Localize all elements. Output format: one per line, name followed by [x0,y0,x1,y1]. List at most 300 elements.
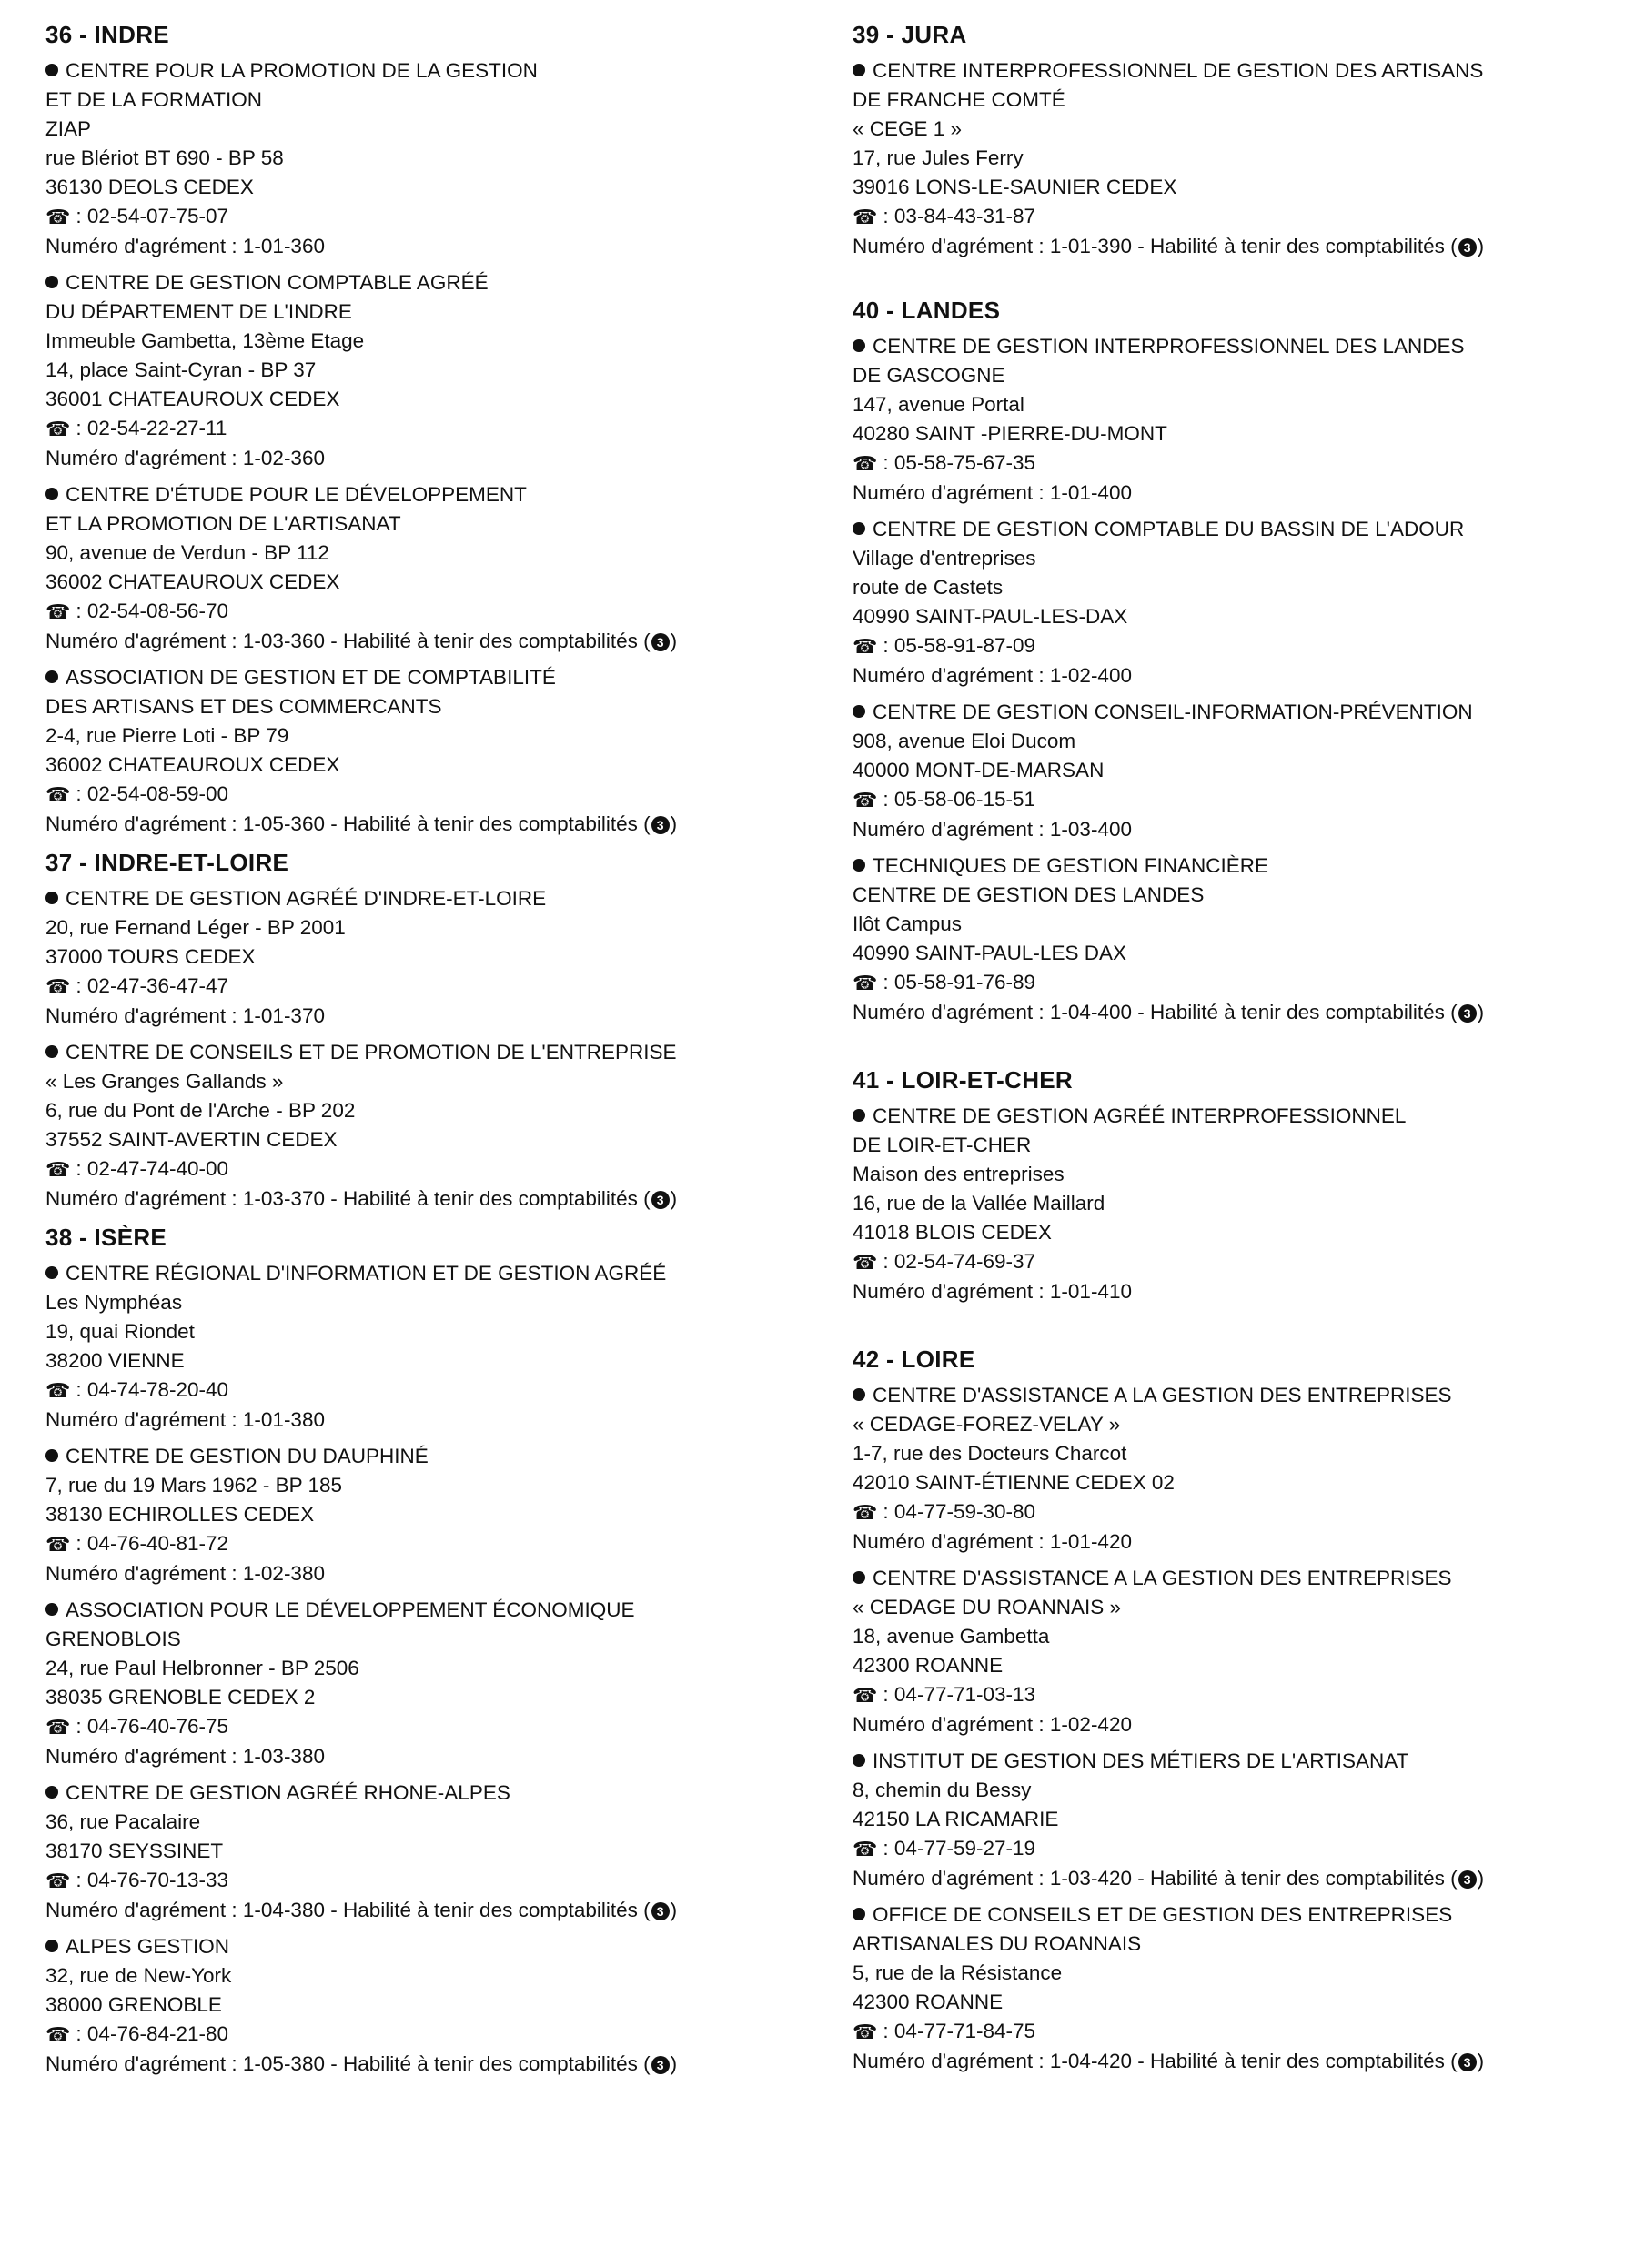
bullet-icon [45,488,58,500]
bullet-icon [45,1449,58,1462]
address-line [853,544,1635,573]
bullet-icon [853,1754,865,1767]
agrement-label: Numéro d'agrément : [853,235,1050,257]
address-text: 36, rue Pacalaire [45,1810,201,1833]
phone-prefix: : [883,1250,894,1273]
bullet-icon [853,1571,865,1584]
phone-number: 04-77-59-27-19 [893,1837,1036,1860]
center-name: CENTRE DE GESTION CONSEIL-INFORMATION-PRÉVENTION [873,701,1473,723]
address-text: Ilôt Campus [853,912,963,935]
phone-icon: ☎ [853,206,878,228]
agrement-number: 1-03-360 [242,630,325,652]
agrement-line [45,232,828,261]
phone-line [45,1712,828,1742]
habilite-close: ) [1477,1001,1485,1023]
agrement-line [853,661,1635,690]
center-name: CENTRE DE CONSEILS ET DE PROMOTION DE L'ENTREPRISE [66,1041,677,1063]
phone-icon: ☎ [45,206,71,228]
phone-prefix: : [76,600,87,622]
phone-prefix: : [76,1157,87,1180]
phone-number: 02-54-74-69-37 [893,1250,1036,1273]
left-column [45,20,828,2086]
bullet-icon [45,670,58,683]
center-name: CENTRE DE GESTION INTERPROFESSIONNEL DES LANDES [873,335,1465,358]
address-text: 38035 GRENOBLE CEDEX 2 [45,1686,316,1709]
address-text: 38170 SEYSSINET [45,1840,224,1862]
address-text: 38200 VIENNE [45,1349,185,1372]
agrement-label: Numéro d'agrément : [45,447,243,469]
phone-number: 05-58-75-67-35 [893,451,1036,474]
address-line [45,539,828,568]
address-text: GRENOBLOIS [45,1628,181,1650]
address-line [45,356,828,385]
center-entry [853,852,1635,1027]
phone-line [853,449,1635,479]
phone-prefix: : [883,971,894,993]
center-entry [853,1900,1635,2076]
agrement-label: Numéro d'agrément : [45,1562,243,1585]
center-name-line [853,852,1635,881]
address-line [853,727,1635,756]
address-line [853,1622,1635,1651]
address-line [853,144,1635,173]
bullet-icon [853,859,865,872]
address-line [45,1288,828,1317]
center-name-line [45,1038,828,1067]
center-name-line [45,268,828,297]
phone-line [853,1834,1635,1864]
phone-line [45,780,828,810]
address-text: 42300 ROANNE [853,1991,1004,2013]
address-line [45,297,828,327]
phone-icon: ☎ [853,789,878,811]
center-entry [853,1102,1635,1306]
center-name: CENTRE DE GESTION AGRÉÉ D'INDRE-ET-LOIRE [66,887,547,910]
phone-prefix: : [883,1837,894,1860]
address-line [853,1218,1635,1247]
phone-number: 02-54-22-27-11 [86,417,227,439]
address-text: 36002 CHATEAUROUX CEDEX [45,753,340,776]
center-name: CENTRE DE GESTION COMPTABLE DU BASSIN DE L'ADOUR [873,518,1465,540]
address-line [853,1410,1635,1439]
center-name: CENTRE D'ASSISTANCE A LA GESTION DES ENTREPRISES [873,1567,1452,1589]
center-name-line [853,1564,1635,1593]
address-line [45,509,828,539]
address-text: DE GASCOGNE [853,364,1005,387]
phone-line [45,972,828,1002]
center-entry [45,56,828,261]
address-line [853,602,1635,631]
phone-number: 03-84-43-31-87 [893,205,1036,227]
circled-3-icon: 3 [651,633,670,651]
agrement-line [45,1406,828,1435]
department-heading: 41 - LOIR-ET-CHER [853,1066,1074,1094]
agrement-label: Numéro d'agrément : [853,664,1050,687]
phone-icon: ☎ [45,1158,71,1181]
agrement-label: Numéro d'agrément : [853,1713,1050,1736]
agrement-label: Numéro d'agrément : [45,1408,243,1431]
phone-line [45,1376,828,1406]
address-line [853,1131,1635,1160]
address-text: 8, chemin du Bessy [853,1779,1032,1801]
agrement-label: Numéro d'agrément : [853,1867,1050,1890]
address-line [853,1468,1635,1497]
phone-line [853,2017,1635,2047]
bullet-icon [45,1603,58,1616]
address-text: 17, rue Jules Ferry [853,146,1024,169]
department-section [45,20,828,839]
agrement-line [853,1864,1635,1893]
agrement-label: Numéro d'agrément : [45,1187,243,1210]
phone-number: 04-76-70-13-33 [86,1869,229,1891]
agrement-line [45,1559,828,1588]
phone-icon: ☎ [853,972,878,994]
address-line [853,115,1635,144]
address-text: CENTRE DE GESTION DES LANDES [853,883,1205,906]
agrement-number: 1-03-370 [242,1187,325,1210]
phone-line [853,202,1635,232]
agrement-line [853,1710,1635,1739]
address-line [45,86,828,115]
habilite-close: ) [1477,1867,1485,1890]
address-text: 39016 LONS-LE-SAUNIER CEDEX [853,176,1177,198]
agrement-line [45,1742,828,1771]
phone-number: 04-76-84-21-80 [86,2022,229,2045]
department-heading: 38 - ISÈRE [45,1224,167,1251]
phone-prefix: : [883,205,894,227]
address-text: ET LA PROMOTION DE L'ARTISANAT [45,512,401,535]
agrement-number: 1-03-420 [1049,1867,1132,1890]
department-section [853,20,1635,261]
agrement-number: 1-03-400 [1049,818,1132,841]
phone-prefix: : [883,788,894,811]
center-entry [853,1564,1635,1739]
center-name-line [45,1442,828,1471]
center-name: ALPES GESTION [66,1935,230,1958]
phone-icon: ☎ [45,2023,71,2046]
center-name: CENTRE RÉGIONAL D'INFORMATION ET DE GESTION AGRÉÉ [66,1262,667,1285]
address-line [45,568,828,597]
phone-icon: ☎ [45,600,71,623]
phone-line [853,1497,1635,1527]
phone-icon: ☎ [45,1716,71,1739]
phone-icon: ☎ [853,1838,878,1860]
address-line [45,385,828,414]
agrement-number: 1-04-380 [242,1899,325,1921]
phone-line [45,597,828,627]
phone-line [853,785,1635,815]
address-line [853,939,1635,968]
center-name: OFFICE DE CONSEILS ET DE GESTION DES ENTREPRISES [873,1903,1453,1926]
center-name: CENTRE POUR LA PROMOTION DE LA GESTION [66,59,538,82]
address-text: 7, rue du 19 Mars 1962 - BP 185 [45,1474,343,1497]
address-text: DU DÉPARTEMENT DE L'INDRE [45,300,352,323]
address-line [45,1096,828,1125]
phone-number: 02-47-74-40-00 [86,1157,229,1180]
bullet-icon [45,64,58,76]
center-name-line [45,1779,828,1808]
address-line [853,390,1635,419]
address-text: 36001 CHATEAUROUX CEDEX [45,388,340,410]
agrement-line [45,627,828,656]
address-text: 2-4, rue Pierre Loti - BP 79 [45,724,289,747]
center-name: INSTITUT DE GESTION DES MÉTIERS DE L'ARTISANAT [873,1749,1409,1772]
address-line [45,1625,828,1654]
phone-number: 05-58-91-76-89 [893,971,1036,993]
address-text: ZIAP [45,117,92,140]
habilite-close: ) [670,1899,678,1921]
phone-prefix: : [76,205,87,227]
bullet-icon [45,1786,58,1799]
bullet-icon [853,705,865,718]
agrement-number: 1-05-360 [242,812,325,835]
agrement-number: 1-01-380 [242,1408,325,1431]
phone-number: 02-54-07-75-07 [86,205,229,227]
address-text: 147, avenue Portal [853,393,1024,416]
address-line [45,942,828,972]
address-text: 5, rue de la Résistance [853,1961,1063,1984]
agrement-number: 1-03-380 [242,1745,325,1768]
agrement-number: 1-02-420 [1049,1713,1132,1736]
address-text: 1-7, rue des Docteurs Charcot [853,1442,1127,1465]
phone-prefix: : [883,451,894,474]
center-entry [45,1596,828,1771]
phone-number: 04-77-71-03-13 [893,1683,1036,1706]
address-text: Maison des entreprises [853,1163,1065,1185]
center-name: CENTRE DE GESTION AGRÉÉ RHONE-ALPES [66,1781,510,1804]
address-text: « CEGE 1 » [853,117,963,140]
bullet-icon [45,276,58,288]
agrement-label: Numéro d'agrément : [45,630,243,652]
address-text: 40990 SAINT-PAUL-LES-DAX [853,605,1128,628]
agrement-label: Numéro d'agrément : [853,818,1050,841]
bullet-icon [853,339,865,352]
phone-prefix: : [883,634,894,657]
address-line [45,1683,828,1712]
agrement-number: 1-05-380 [242,2052,325,2075]
address-text: ET DE LA FORMATION [45,88,262,111]
phone-prefix: : [76,1532,87,1555]
phone-number: 05-58-91-87-09 [893,634,1036,657]
center-entry [45,663,828,839]
address-line [45,115,828,144]
habilite-text: - Habilité à tenir des comptabilités ( [324,1899,651,1921]
address-text: 40280 SAINT -PIERRE-DU-MONT [853,422,1167,445]
address-line [853,1160,1635,1189]
address-text: « CEDAGE DU ROANNAIS » [853,1596,1122,1618]
agrement-label: Numéro d'agrément : [45,1004,243,1027]
phone-prefix: : [883,1683,894,1706]
agrement-line [45,2050,828,2079]
address-line [853,361,1635,390]
agrement-label: Numéro d'agrément : [45,1899,243,1921]
agrement-number: 1-01-400 [1049,481,1132,504]
agrement-label: Numéro d'agrément : [853,481,1050,504]
address-text: 32, rue de New-York [45,1964,232,1987]
bullet-icon [853,522,865,535]
address-text: ARTISANALES DU ROANNAIS [853,1932,1142,1955]
center-name: TECHNIQUES DE GESTION FINANCIÈRE [873,854,1269,877]
center-entry [45,1779,828,1925]
phone-line [45,414,828,444]
department-section [853,296,1635,1027]
habilite-close: ) [670,812,678,835]
habilite-text: - Habilité à tenir des comptabilités ( [324,812,651,835]
agrement-line [853,479,1635,508]
center-name-line [853,332,1635,361]
phone-number: 05-58-06-15-51 [893,788,1036,811]
address-line [45,1346,828,1376]
phone-icon: ☎ [853,452,878,475]
address-text: 908, avenue Eloi Ducom [853,730,1076,752]
agrement-line [45,1896,828,1925]
phone-icon: ☎ [45,1870,71,1892]
address-line [45,1500,828,1529]
address-line [853,1805,1635,1834]
center-name-line [853,1747,1635,1776]
phone-line [45,1529,828,1559]
center-name-line [853,1900,1635,1930]
address-line [45,144,828,173]
address-line [853,1930,1635,1959]
phone-prefix: : [76,1378,87,1401]
center-name: CENTRE D'ASSISTANCE A LA GESTION DES ENTREPRISES [873,1384,1452,1406]
bullet-icon [853,1388,865,1401]
habilite-text: - Habilité à tenir des comptabilités ( [1131,2050,1458,2072]
phone-icon: ☎ [853,635,878,658]
address-text: 36002 CHATEAUROUX CEDEX [45,570,340,593]
address-text: 18, avenue Gambetta [853,1625,1050,1648]
address-text: 14, place Saint-Cyran - BP 37 [45,358,317,381]
habilite-close: ) [670,2052,678,2075]
address-line [45,173,828,202]
address-line [853,173,1635,202]
agrement-number: 1-01-370 [242,1004,325,1027]
address-line [45,692,828,721]
address-line [45,1067,828,1096]
address-text: 38130 ECHIROLLES CEDEX [45,1503,315,1526]
phone-number: 02-54-08-56-70 [86,600,229,622]
phone-prefix: : [76,974,87,997]
center-name: CENTRE DE GESTION COMPTABLE AGRÉÉ [66,271,489,294]
address-line [45,913,828,942]
phone-prefix: : [76,1715,87,1738]
center-name: ASSOCIATION DE GESTION ET DE COMPTABILITÉ [66,666,556,689]
circled-3-icon: 3 [1458,2053,1477,2071]
address-text: 41018 BLOIS CEDEX [853,1221,1052,1244]
phone-number: 04-77-71-84-75 [893,2020,1036,2042]
address-text: 40000 MONT-DE-MARSAN [853,759,1105,781]
phone-line [45,2020,828,2050]
phone-line [853,1680,1635,1710]
phone-prefix: : [76,2022,87,2045]
address-text: 36130 DEOLS CEDEX [45,176,254,198]
center-name-line [853,515,1635,544]
address-text: 42010 SAINT-ÉTIENNE CEDEX 02 [853,1471,1175,1494]
center-entry [45,1932,828,2079]
bullet-icon [853,1109,865,1122]
center-name: CENTRE DE GESTION AGRÉÉ INTERPROFESSIONNEL [873,1104,1407,1127]
department-heading: 40 - LANDES [853,297,1001,324]
phone-line [853,1247,1635,1277]
bullet-icon [45,1940,58,1952]
department-section [45,1223,828,2079]
center-entry [853,698,1635,844]
phone-prefix: : [76,417,87,439]
phone-prefix: : [883,1500,894,1523]
agrement-number: 1-01-360 [242,235,325,257]
agrement-label: Numéro d'agrément : [45,1745,243,1768]
address-line [853,1651,1635,1680]
phone-prefix: : [883,2020,894,2042]
address-text: DE FRANCHE COMTÉ [853,88,1065,111]
center-name-line [45,884,828,913]
agrement-line [45,810,828,839]
phone-number: 04-76-40-81-72 [86,1532,229,1555]
agrement-label: Numéro d'agrément : [853,1530,1050,1553]
department-section [45,848,828,1214]
phone-icon: ☎ [45,1533,71,1556]
habilite-close: ) [670,630,678,652]
address-text: DES ARTISANS ET DES COMMERCANTS [45,695,442,718]
address-line [45,1471,828,1500]
agrement-label: Numéro d'agrément : [45,235,243,257]
agrement-label: Numéro d'agrément : [45,2052,243,2075]
department-heading: 39 - JURA [853,21,967,48]
center-entry [853,515,1635,690]
circled-3-icon: 3 [1458,1870,1477,1889]
address-text: 37552 SAINT-AVERTIN CEDEX [45,1128,338,1151]
bullet-icon [853,64,865,76]
department-section [853,1065,1635,1306]
address-line [45,1961,828,1991]
circled-3-icon: 3 [1458,238,1477,257]
address-line [45,1808,828,1837]
agrement-number: 1-04-400 [1049,1001,1132,1023]
center-name-line [45,1596,828,1625]
phone-line [45,1154,828,1184]
agrement-line [853,232,1635,261]
center-name: CENTRE INTERPROFESSIONNEL DE GESTION DES ARTISANS [873,59,1484,82]
address-line [853,1988,1635,2017]
agrement-line [853,815,1635,844]
circled-3-icon: 3 [651,1191,670,1209]
center-entry [853,1747,1635,1893]
habilite-text: - Habilité à tenir des comptabilités ( [324,2052,651,2075]
address-text: Les Nymphéas [45,1291,183,1314]
phone-icon: ☎ [853,1251,878,1274]
address-text: 24, rue Paul Helbronner - BP 2506 [45,1657,359,1679]
address-text: 6, rue du Pont de l'Arche - BP 202 [45,1099,356,1122]
habilite-text: - Habilité à tenir des comptabilités ( [324,1187,651,1210]
phone-number: 04-76-40-76-75 [86,1715,229,1738]
address-text: 38000 GRENOBLE [45,1993,222,2016]
habilite-close: ) [1477,2050,1485,2072]
agrement-line [45,444,828,473]
agrement-number: 1-02-380 [242,1562,325,1585]
phone-number: 02-54-08-59-00 [86,782,229,805]
phone-icon: ☎ [45,418,71,440]
address-line [853,86,1635,115]
address-text: 20, rue Fernand Léger - BP 2001 [45,916,346,939]
address-text: DE LOIR-ET-CHER [853,1134,1032,1156]
address-line [45,1125,828,1154]
department-heading: 36 - INDRE [45,21,169,48]
center-name-line [45,480,828,509]
address-text: Immeuble Gambetta, 13ème Etage [45,329,365,352]
phone-icon: ☎ [853,1684,878,1707]
address-text: Village d'entreprises [853,547,1036,570]
